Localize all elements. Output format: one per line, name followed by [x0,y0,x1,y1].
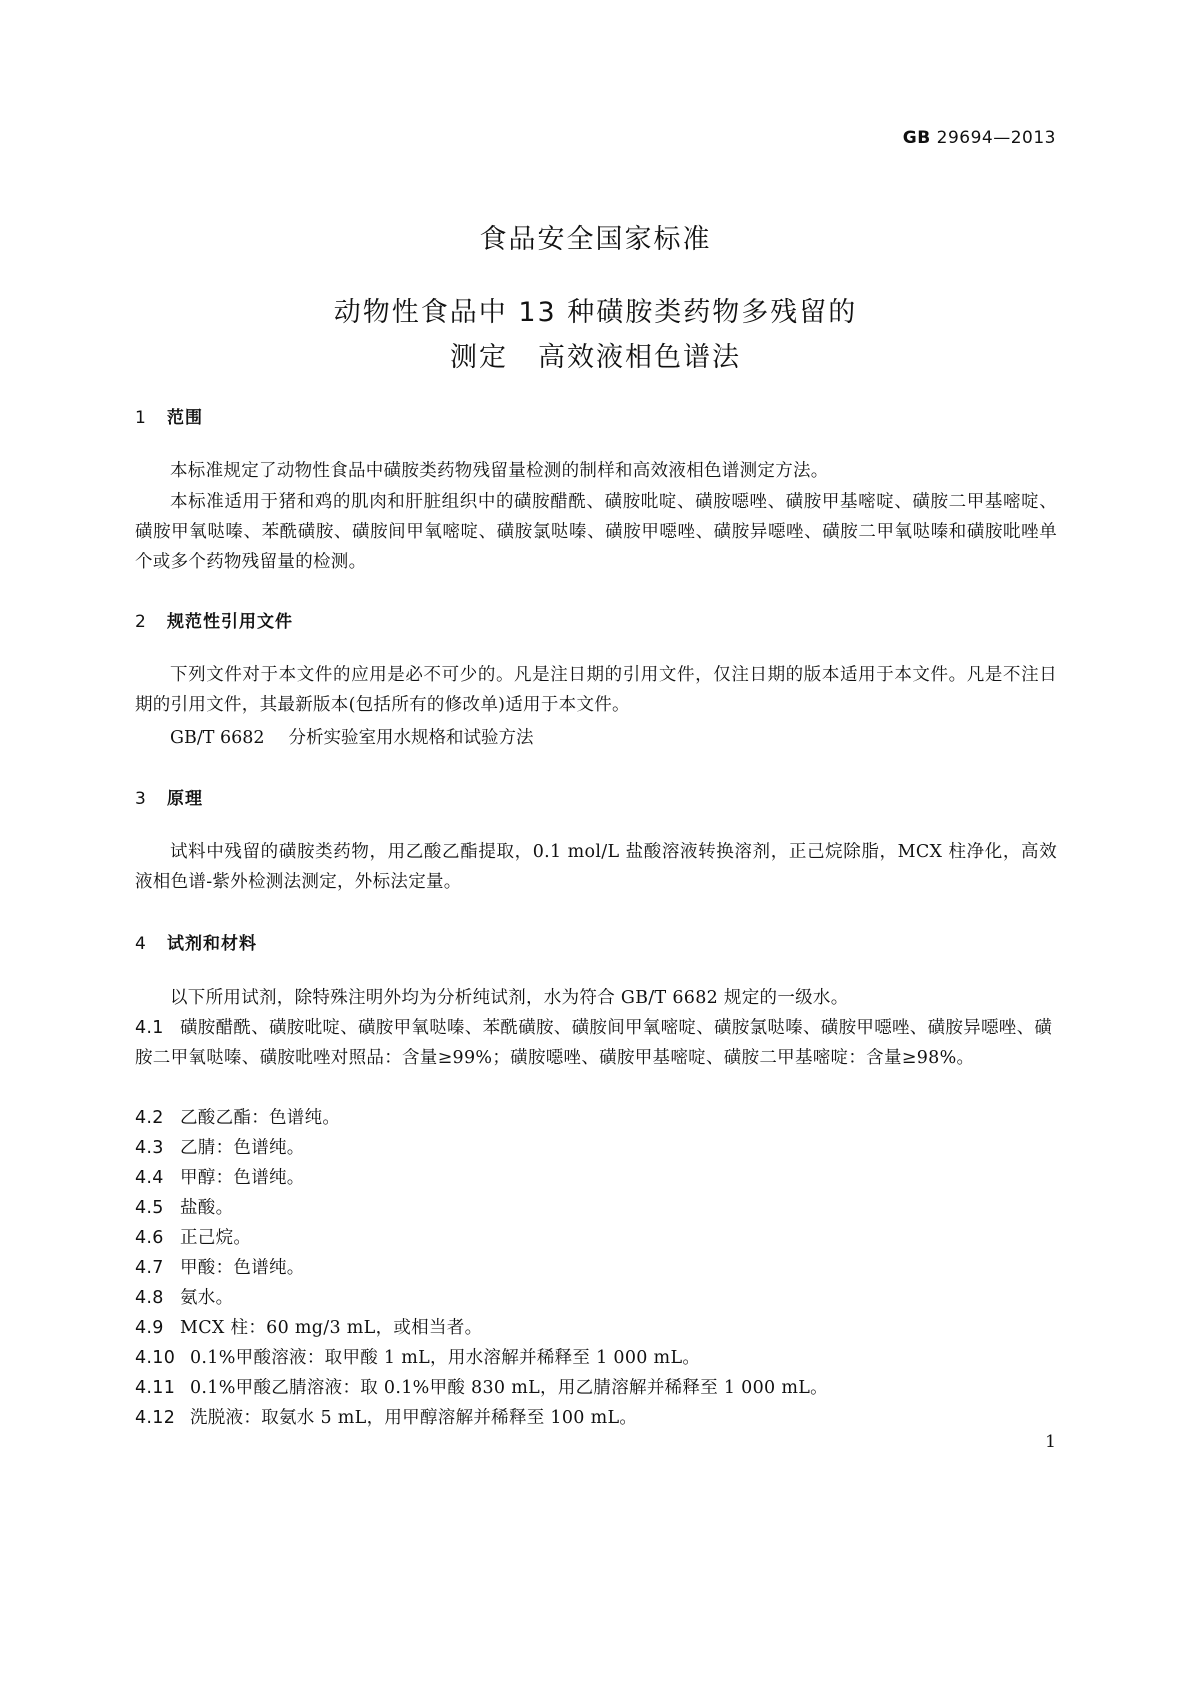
list-item [135,1373,1057,1403]
page-number: 1 [1045,1432,1056,1452]
section-number: 3 [135,789,147,809]
standard-number: 29694—2013 [936,128,1056,148]
section-4-paragraph-1: 以下所用试剂，除特殊注明外均为分析纯试剂，水为符合 GB/T 6682 规定的一级水。 [170,988,849,1008]
section-title: 范围 [167,408,203,428]
item-number: 4.12 [135,1408,176,1428]
section-1-paragraph-2: 本标准适用于猪和鸡的肌肉和肝脏组织中的磺胺醋酰、磺胺吡啶、磺胺噁唑、磺胺甲基嘧啶、磺胺二甲基嘧啶、磺胺甲氧哒嗪、苯酰磺胺、磺胺间甲氧嘧啶、磺胺氯哒嗪、磺胺甲噁唑、磺胺异噁唑、磺胺二甲氧哒嗪和磺胺吡唑单个或多个药物残留量的检测。 [135,492,1057,572]
list-item [135,1103,1057,1133]
title-line-3 [0,335,1191,374]
list-item [135,1163,1057,1193]
normative-reference [170,724,534,749]
item-number: 4.1 [135,1018,164,1038]
section-1-heading [135,403,203,428]
section-title: 规范性引用文件 [167,612,293,632]
title-line-1: 食品安全国家标准 [479,224,712,255]
item-text: 盐酸。 [180,1198,234,1218]
reference-title: 分析实验室用水规格和试验方法 [288,728,534,748]
item-number: 4.3 [135,1138,164,1158]
section-title: 原理 [167,789,203,809]
section-1-paragraph-1: 本标准规定了动物性食品中磺胺类药物残留量检测的制样和高效液相色谱测定方法。 [170,461,829,481]
item-number: 4.5 [135,1198,164,1218]
list-item [135,1313,1057,1343]
item-number: 4.10 [135,1348,176,1368]
list-item [135,1253,1057,1283]
item-number: 4.2 [135,1108,164,1128]
item-text: 甲酸：色谱纯。 [180,1258,305,1278]
item-text: 洗脱液：取氨水 5 mL，用甲醇溶解并稀释至 100 mL。 [190,1408,638,1428]
list-item [135,1283,1057,1313]
reference-code: GB/T 6682 [170,728,265,748]
title-line-3a: 测定 [450,342,508,373]
section-title: 试剂和材料 [167,934,257,954]
title-line-3b: 高效液相色谱法 [538,342,741,373]
item-text: 乙腈：色谱纯。 [180,1138,305,1158]
standard-prefix: GB [902,128,931,148]
item-number: 4.6 [135,1228,164,1248]
item-text: 正己烷。 [180,1228,252,1248]
item-text: MCX 柱：60 mg/3 mL，或相当者。 [180,1318,483,1338]
item-text: 0.1%甲酸乙腈溶液：取 0.1%甲酸 830 mL，用乙腈溶解并稀释至 1 000 mL。 [190,1378,828,1398]
item-text: 氨水。 [180,1288,234,1308]
item-text: 0.1%甲酸溶液：取甲酸 1 mL，用水溶解并稀释至 1 000 mL。 [190,1348,701,1368]
section-2-heading [135,607,293,632]
list-item [135,1133,1057,1163]
section-number: 1 [135,408,147,428]
item-number: 4.8 [135,1288,164,1308]
section-4-heading [135,929,257,954]
list-item [135,1403,1057,1433]
section-number: 2 [135,612,147,632]
section-3-heading [135,784,203,809]
item-text: 磺胺醋酰、磺胺吡啶、磺胺甲氧哒嗪、苯酰磺胺、磺胺间甲氧嘧啶、磺胺氯哒嗪、磺胺甲噁唑、磺胺异噁唑、磺胺二甲氧哒嗪、磺胺吡唑对照品：含量≥99%；磺胺噁唑、磺胺甲基嘧啶、磺胺二甲基嘧啶：含量≥98%。 [135,1018,1053,1068]
list-item [135,1193,1057,1223]
section-2-paragraph-1: 下列文件对于本文件的应用是必不可少的。凡是注日期的引用文件，仅注日期的版本适用于本文件。凡是不注日期的引用文件，其最新版本(包括所有的修改单)适用于本文件。 [135,665,1057,715]
item-number: 4.4 [135,1168,164,1188]
list-item [135,1223,1057,1253]
section-number: 4 [135,934,147,954]
list-item [135,1343,1057,1373]
item-text: 甲醇：色谱纯。 [180,1168,305,1188]
item-number: 4.11 [135,1378,176,1398]
standard-code [903,128,1056,148]
item-text: 乙酸乙酯：色谱纯。 [180,1108,341,1128]
list-item [135,1013,1057,1073]
item-number: 4.9 [135,1318,164,1338]
section-3-paragraph-1: 试料中残留的磺胺类药物，用乙酸乙酯提取，0.1 mol/L 盐酸溶液转换溶剂，正己烷除脂，MCX 柱净化，高效液相色谱-紫外检测法测定，外标法定量。 [135,842,1057,892]
item-number: 4.7 [135,1258,164,1278]
title-line-2: 动物性食品中 13 种磺胺类药物多残留的 [333,297,858,328]
